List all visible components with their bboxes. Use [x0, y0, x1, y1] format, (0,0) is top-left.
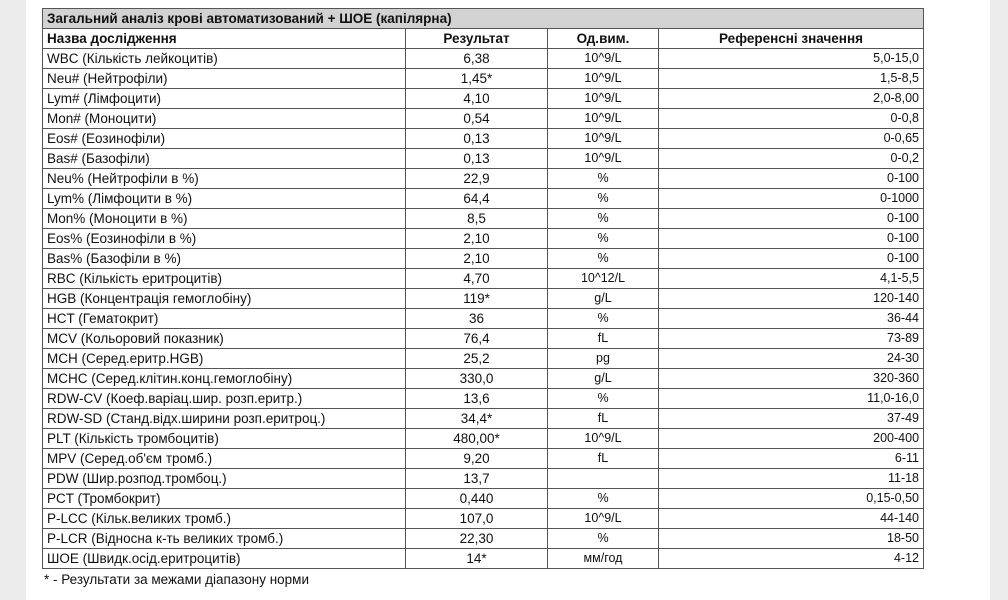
cell-reference: 320-360	[659, 369, 924, 389]
cell-result: 8,5	[406, 209, 548, 229]
cell-unit: %	[548, 209, 659, 229]
cell-unit: g/L	[548, 289, 659, 309]
cell-unit	[548, 469, 659, 489]
cell-reference: 4,1-5,5	[659, 269, 924, 289]
cell-test-name: Mon# (Моноцити)	[43, 109, 406, 129]
cell-unit: мм/год	[548, 549, 659, 569]
cell-test-name: Eos% (Еозинофіли в %)	[43, 229, 406, 249]
cell-unit: 10^9/L	[548, 89, 659, 109]
cell-result: 36	[406, 309, 548, 329]
cell-test-name: P-LCC (Кільк.великих тромб.)	[43, 509, 406, 529]
cell-result: 480,00*	[406, 429, 548, 449]
cell-result: 13,6	[406, 389, 548, 409]
table-row	[43, 409, 924, 429]
table-title: Загальний аналіз крові автоматизований + ШОЕ (капілярна)	[43, 9, 924, 29]
cell-reference: 24-30	[659, 349, 924, 369]
document-page	[26, 0, 990, 600]
cell-unit: %	[548, 309, 659, 329]
cell-test-name: HCT (Гематокрит)	[43, 309, 406, 329]
cell-unit: fL	[548, 329, 659, 349]
header-unit: Од.вим.	[548, 29, 659, 49]
cell-unit: fL	[548, 409, 659, 429]
cell-result: 2,10	[406, 229, 548, 249]
cell-result: 330,0	[406, 369, 548, 389]
cell-reference: 2,0-8,00	[659, 89, 924, 109]
cell-reference: 11-18	[659, 469, 924, 489]
cell-test-name: MCV (Кольоровий показник)	[43, 329, 406, 349]
cell-reference: 0-1000	[659, 189, 924, 209]
table-row	[43, 509, 924, 529]
table-row	[43, 69, 924, 89]
table-row	[43, 289, 924, 309]
cell-result: 25,2	[406, 349, 548, 369]
cell-reference: 0-100	[659, 249, 924, 269]
cell-result: 13,7	[406, 469, 548, 489]
cell-result: 76,4	[406, 329, 548, 349]
table-row	[43, 549, 924, 569]
table-row	[43, 149, 924, 169]
cell-test-name: RDW-SD (Станд.відх.ширини розп.еритроц.)	[43, 409, 406, 429]
page-edge-right	[990, 0, 1008, 600]
cell-test-name: PCT (Тромбокрит)	[43, 489, 406, 509]
cell-reference: 0-0,8	[659, 109, 924, 129]
table-row	[43, 309, 924, 329]
cell-result: 0,13	[406, 129, 548, 149]
cell-reference: 1,5-8,5	[659, 69, 924, 89]
cell-unit: 10^9/L	[548, 149, 659, 169]
table-row	[43, 129, 924, 149]
cell-test-name: RBC (Кількість еритроцитів)	[43, 269, 406, 289]
table-body	[43, 49, 924, 569]
cell-test-name: P-LCR (Відносна к-ть великих тромб.)	[43, 529, 406, 549]
cell-unit: 10^9/L	[548, 509, 659, 529]
cell-reference: 36-44	[659, 309, 924, 329]
cell-reference: 4-12	[659, 549, 924, 569]
cell-test-name: MCHC (Серед.клітин.конц.гемоглобіну)	[43, 369, 406, 389]
cell-reference: 0-0,2	[659, 149, 924, 169]
cell-test-name: Bas% (Базофіли в %)	[43, 249, 406, 269]
cell-test-name: Lym% (Лімфоцити в %)	[43, 189, 406, 209]
cell-unit: 10^9/L	[548, 129, 659, 149]
page-edge-left	[0, 0, 26, 600]
table-row	[43, 109, 924, 129]
cell-unit: 10^9/L	[548, 429, 659, 449]
cell-reference: 11,0-16,0	[659, 389, 924, 409]
table-row	[43, 49, 924, 69]
cell-test-name: WBC (Кількість лейкоцитів)	[43, 49, 406, 69]
cell-reference: 5,0-15,0	[659, 49, 924, 69]
cell-unit: pg	[548, 349, 659, 369]
cell-result: 34,4*	[406, 409, 548, 429]
table-header-row	[43, 29, 924, 49]
table-row	[43, 389, 924, 409]
table-row	[43, 209, 924, 229]
cell-unit: %	[548, 249, 659, 269]
header-reference: Референсні значення	[659, 29, 924, 49]
cell-test-name: ШОЕ (Швидк.осід.еритроцитів)	[43, 549, 406, 569]
cell-unit: %	[548, 229, 659, 249]
cell-reference: 37-49	[659, 409, 924, 429]
cell-result: 14*	[406, 549, 548, 569]
cell-reference: 44-140	[659, 509, 924, 529]
table-row	[43, 489, 924, 509]
cell-unit: %	[548, 169, 659, 189]
cell-unit: 10^9/L	[548, 109, 659, 129]
cell-reference: 73-89	[659, 329, 924, 349]
table-row	[43, 429, 924, 449]
table-row	[43, 229, 924, 249]
cell-result: 4,70	[406, 269, 548, 289]
cell-test-name: MPV (Серед.об'єм тромб.)	[43, 449, 406, 469]
cell-unit: %	[548, 529, 659, 549]
cell-reference: 0-0,65	[659, 129, 924, 149]
footnote: * - Результати за межами діапазону норми	[44, 572, 309, 587]
table-row	[43, 369, 924, 389]
cell-test-name: Lym# (Лімфоцити)	[43, 89, 406, 109]
cell-unit: g/L	[548, 369, 659, 389]
cell-reference: 6-11	[659, 449, 924, 469]
cell-unit: 10^12/L	[548, 269, 659, 289]
cell-reference: 0-100	[659, 169, 924, 189]
table-row	[43, 89, 924, 109]
header-name: Назва дослідження	[43, 29, 406, 49]
cell-reference: 0,15-0,50	[659, 489, 924, 509]
table-row	[43, 529, 924, 549]
cell-test-name: Eos# (Еозинофіли)	[43, 129, 406, 149]
cell-reference: 0-100	[659, 229, 924, 249]
table-title-row	[43, 9, 924, 29]
cell-test-name: PLT (Кількість тромбоцитів)	[43, 429, 406, 449]
cell-reference: 18-50	[659, 529, 924, 549]
cell-unit: fL	[548, 449, 659, 469]
cell-result: 6,38	[406, 49, 548, 69]
cell-result: 0,13	[406, 149, 548, 169]
cell-unit: 10^9/L	[548, 69, 659, 89]
cell-test-name: HGB (Концентрація гемоглобіну)	[43, 289, 406, 309]
cell-test-name: Bas# (Базофіли)	[43, 149, 406, 169]
table-row	[43, 269, 924, 289]
cell-unit: %	[548, 189, 659, 209]
cell-reference: 0-100	[659, 209, 924, 229]
cell-result: 1,45*	[406, 69, 548, 89]
table-row	[43, 349, 924, 369]
cell-result: 107,0	[406, 509, 548, 529]
cell-result: 0,54	[406, 109, 548, 129]
header-result: Результат	[406, 29, 548, 49]
cell-reference: 120-140	[659, 289, 924, 309]
table-row	[43, 329, 924, 349]
cell-test-name: MCH (Серед.еритр.HGB)	[43, 349, 406, 369]
cell-result: 22,9	[406, 169, 548, 189]
cell-result: 22,30	[406, 529, 548, 549]
cell-result: 64,4	[406, 189, 548, 209]
cell-result: 9,20	[406, 449, 548, 469]
cell-reference: 200-400	[659, 429, 924, 449]
cell-test-name: PDW (Шир.розпод.тромбоц.)	[43, 469, 406, 489]
cell-test-name: Mon% (Моноцити в %)	[43, 209, 406, 229]
table-row	[43, 169, 924, 189]
cell-result: 0,440	[406, 489, 548, 509]
cell-unit: 10^9/L	[548, 49, 659, 69]
cell-test-name: RDW-CV (Коеф.варіац.шир. розп.еритр.)	[43, 389, 406, 409]
blood-test-table	[42, 8, 924, 569]
cell-result: 119*	[406, 289, 548, 309]
table-row	[43, 189, 924, 209]
table-row	[43, 469, 924, 489]
cell-result: 4,10	[406, 89, 548, 109]
cell-unit: %	[548, 389, 659, 409]
table-row	[43, 249, 924, 269]
cell-test-name: Neu# (Нейтрофіли)	[43, 69, 406, 89]
cell-test-name: Neu% (Нейтрофіли в %)	[43, 169, 406, 189]
cell-unit: %	[548, 489, 659, 509]
cell-result: 2,10	[406, 249, 548, 269]
table-row	[43, 449, 924, 469]
